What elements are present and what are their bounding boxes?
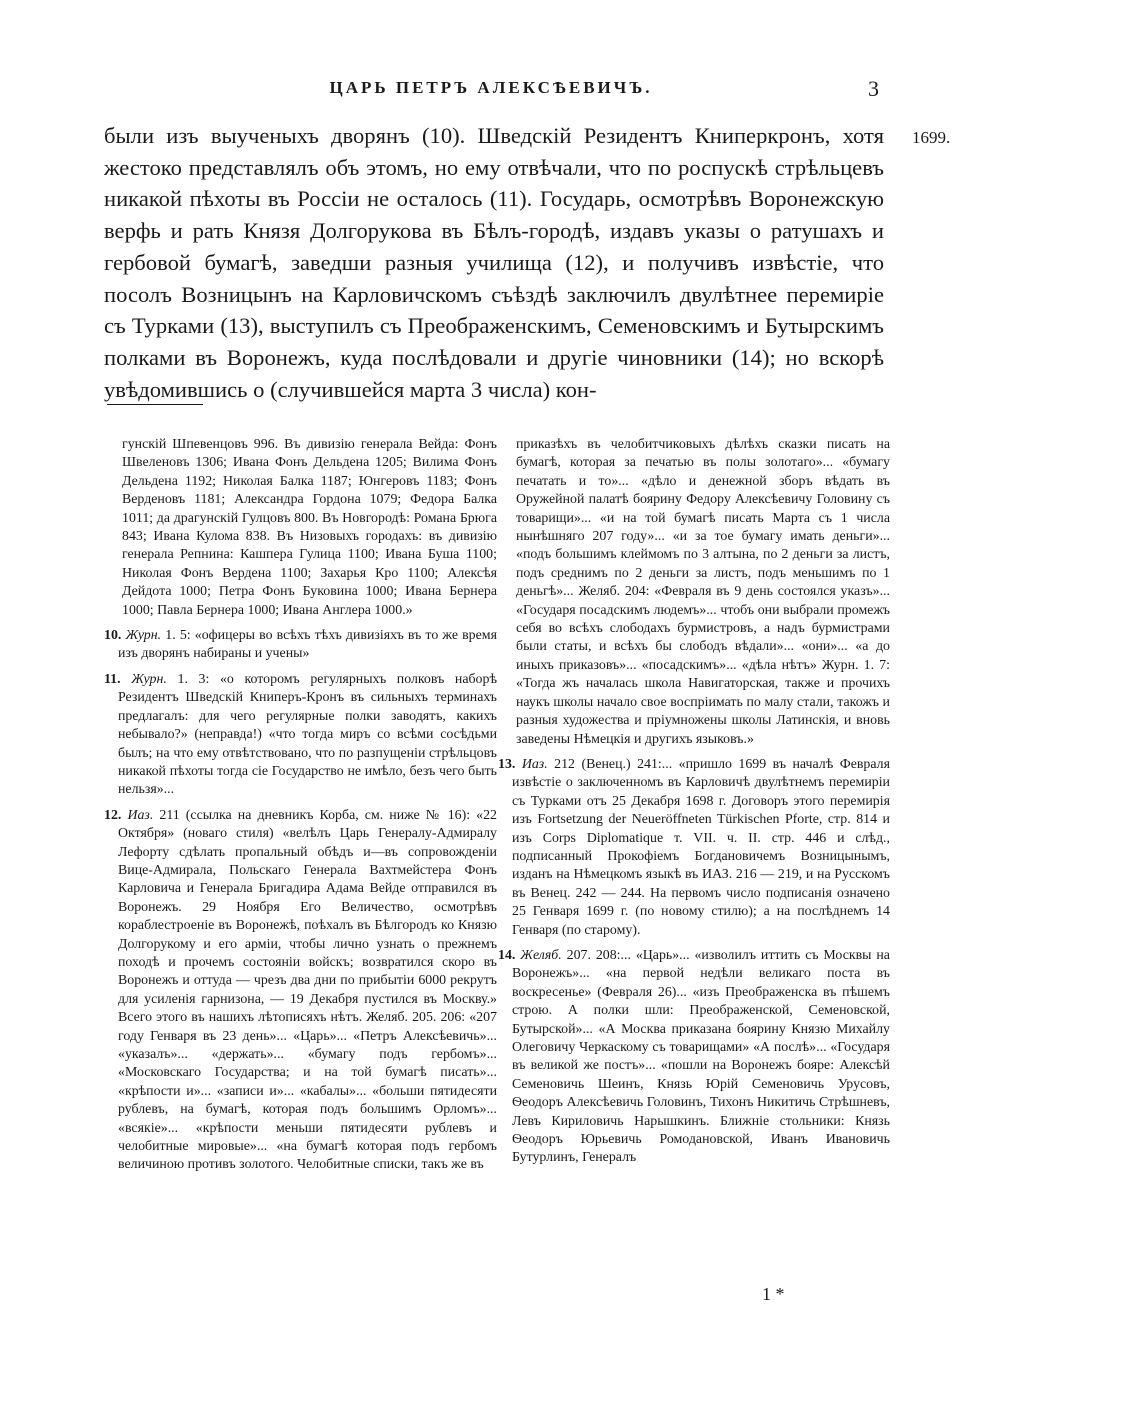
footnote-separator: [107, 404, 203, 405]
footnote-continuation: приказѣхъ въ челобитчиковыхъ дѣлѣхъ сказки писать на бумагѣ, которая за печатью въ полы золотаго»... «бумагу печатать и то»... «дѣло и денежной зборъ вѣдать въ Оружейной палатѣ боярину Федору Алексѣевичу Головину съ товарищи»... «и на той бумагѣ писать Марта съ 1 числа нынѣшняго 207 году»... «и за тое бумагу имать деньги»... «подъ большимъ клеймомъ по 3 алтына, по 2 деньги за листъ, подъ среднимъ по 2 деньги за листъ, подъ меньшимъ по 1 деньгѣ»... Желяб. 204: «Февраля въ 9 день состоялся указъ»... «Государя посадскимъ людемъ»... чтобъ они выбрали промежъ себя во всѣхъ слободахъ бурмистровъ, а надъ бурмистрами были статы, и всѣхъ бы слободъ вѣдали»... «они»... «а до иныхъ приказовъ»... «посадскимъ»... «дѣла нѣтъ» Журн. 1. 7: «Тогда жъ началась школа Навигаторская, также и прочихъ наукъ школы начало свое воспріимать по малу стали, такожъ и разныя художества и пріумножены школы Латинскія, и вновь заведены Нѣмецкія и другихъ языковъ.»: [516, 437, 890, 747]
footnote-text: 212 (Венец.) 241:... «пришло 1699 въ началѣ Февраля извѣстіе о заключенномъ въ Карловичѣ двулѣтнемъ перемиріи съ Турками отъ 25 Декабря 1698 г. Договоръ этого перемирія изъ Fortsetzung der Neueröffneten Türkischen Pforte, стр. 814 и изъ Corps Diplomatique т. VII. ч. II. стр. 446 и слѣд., подписанный Прокофіемъ Богдановичемъ Возницынымъ, изданъ на Нѣмецкомъ языкѣ въ ИАЗ. 216 — 219, и на Русскомъ въ Венец. 242 — 244. На первомъ число подписанія означено 25 Генваря 1699 г. (по новому стилю); а на послѣднемъ 14 Генваря (по старому).: [512, 756, 890, 938]
footnote-number: 12.: [104, 807, 122, 823]
footnote-text: 1. 5: «офицеры во всѣхъ тѣхъ дивизіяхъ въ то же время изъ дворянъ набираны и учены»: [118, 628, 497, 662]
footnotes-left-column: [104, 436, 497, 1182]
signature-mark: 1 *: [762, 1284, 785, 1304]
margin-year: 1699.: [912, 128, 951, 147]
footnote-text: 1. 3: «о которомъ регулярныхъ полковъ наборѣ Резидентъ Шведскій Книперъ-Кронъ въ сильныхъ терминахъ предлагалъ: для чего регулярные полки заводятъ, какихъ небывало?» (неправда!) «что тогда миръ со всѣми сосѣдьми былъ; на что ему отвѣтствовано, что по разпущеніи стрѣльцовъ никакой пѣхоты тогда сіе Государство не имѣло, безъ чего быть нельзя»...: [118, 671, 497, 798]
footnote-12: [104, 807, 497, 1175]
footnote-number: 10.: [104, 628, 122, 644]
footnote-source: Журн.: [125, 628, 162, 644]
running-title: ЦАРЬ ПЕТРЪ АЛЕКСѢЕВИЧЪ.: [329, 78, 653, 97]
footnote-source: Иаз.: [521, 756, 548, 772]
main-text: были изъ выученыхъ дворянъ (10). Шведскій Резидентъ Книперкронъ, хотя жестоко представлялъ объ этомъ, но ему отвѣчали, что по роспускѣ стрѣльцевъ никакой пѣхоты въ Россіи не осталось (11). Государь, осмотрѣвъ Воронежскую верфь и рать Князя Долгорукова въ Бѣлъ-городѣ, издавъ указы о ратушахъ и гербовой бумагѣ, заведши разныя училища (12), и получивъ извѣстіе, что посолъ Возницынъ на Карловичскомъ съѣздѣ заключилъ двулѣтнее перемиріе съ Турками (13), выступилъ съ Преображенскимъ, Семеновскимъ и Бутырскимъ полками въ Воронежъ, куда послѣдовали и другіе чиновники (14); но вскорѣ увѣдомившись о (случившейся марта 3 числа) кон-: [104, 123, 884, 402]
footnote-text: 207. 208:... «Царь»... «изволилъ иттить съ Москвы на Воронежъ»... «на первой недѣли великаго поста въ воскресенье» (Февраля 26)... «изъ Преображенска въ пѣшемъ строю. А полки шли: Преображенской, Семеновской, Бутырской»... «А Москва приказана боярину Князю Михайлу Олеговичу Черкаскому съ товарищами» «А послѣ»... «Государя въ великой же постъ»... «пошли на Воронежъ бояре: Алексѣй Семеновичь Шеинъ, Князь Юрій Семеновичь Урусовъ, Ѳеодоръ Алексѣевичь Головинъ, Тихонъ Никитичь Стрѣшневъ, Левъ Кириловичь Нарышкинъ. Ближніе стольники: Князь Ѳеодоръ Юрьевичь Ромодановской, Иванъ Ивановичь Бутурлинъ, Генералъ: [512, 947, 890, 1166]
footnote-text: 211 (ссылка на дневникъ Корба, см. ниже № 16): «22 Октября» (новаго стиля) «велѣлъ Царь Генералу-Адмиралу Лефорту сдѣлать пропальный обѣдъ и—въ сопровожденіи Вице-Адмирала, Польскаго Генерала Вахтмейстера Фонъ Карловича и Генерала Бригадира Адама Вейде отправился въ Воронежъ. 29 Ноября Его Величество, осмотрѣвъ кораблестроеніе въ Воронежѣ, поѣхалъ въ Бѣлгородъ ко Князю Долгорукому и его арміи, чтобы лично узнать о прежнемъ походѣ и прочемъ состояніи войскъ; возвратился скоро въ Воронежъ и оттуда — чрезъ два дни по прибытіи 6000 рекрутъ для усиленія гарнизона, — 19 Декабря пустился въ Москву.» Всего этого въ нашихъ лѣтописяхъ нѣтъ. Желяб. 205. 206: «207 году Генваря въ 23 день»... «Царь»... «Петръ Алексѣевичь»... «указалъ»... «держать»... «бумагу подъ гербомъ»... «Московскаго Государства; и на той бумагѣ писать»... «крѣпости и»... «записи и»... «кабалы»... «больши пятидесяти рублевъ, на бумагѣ, которая подъ большимъ Орломъ»... «всякіе»... «крѣпости меньши пятидесяти рублевъ и челобитные мировые»... «на бумагѣ которая подъ гербомъ величиною противъ золотого. Челобитные списки, такъ же въ: [118, 807, 497, 1173]
footnote-number: 13.: [498, 756, 516, 772]
footnotes-right-column: [498, 436, 890, 1175]
page-number: 3: [868, 76, 879, 101]
footnote-source: Иаз.: [127, 807, 154, 823]
footnote-source: Журн.: [131, 671, 167, 687]
footnote-13: [498, 756, 890, 940]
footnote-continuation: гунскій Шпевенцовъ 996. Въ дивизію генерала Вейда: Фонъ Швеленовъ 1306; Ивана Фонъ Дельдена 1205; Вилима Фонъ Дельдена 1192; Николая Балка 1187; Юнгеровъ 1183; Фонъ Верденовъ 1181; Александра Гордона 1079; Федора Балка 1011; да драгунскій Гулцовъ 800. Въ Новгородѣ: Романа Брюга 843; Ивана Кулома 838. Въ Низовыхъ городахъ: въ дивизію генерала Репнина: Кашпера Гулица 1100; Ивана Буша 1100; Николая Фонъ Вердена 1100; Захарья Кро 1100; Алексѣя Дейдота 1000; Петра Фонъ Буковина 1000; Ивана Бернера 1000; Павла Бернера 1000; Ивана Англера 1000.»: [122, 437, 497, 618]
footnote-number: 11.: [104, 671, 121, 687]
footnote-number: 14.: [498, 947, 516, 963]
footnote-10: [104, 627, 497, 664]
footnote-source: Желяб.: [520, 947, 562, 963]
footnote-11: [104, 671, 497, 800]
footnote-14: [498, 947, 890, 1168]
